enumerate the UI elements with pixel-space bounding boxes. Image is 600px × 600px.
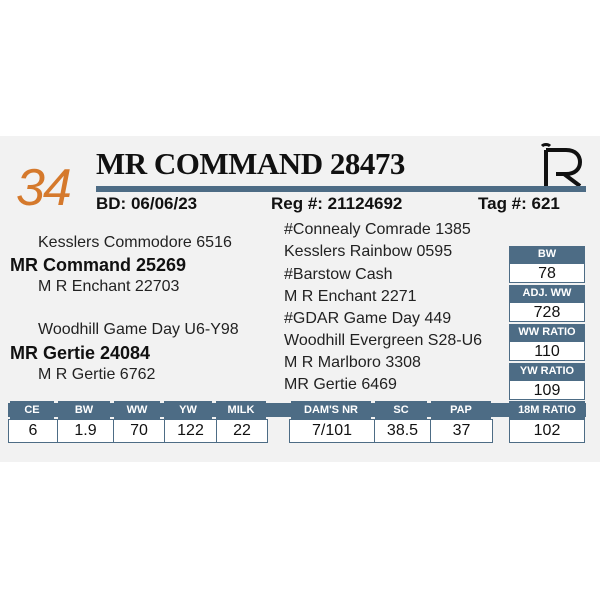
- dam-value-pap: 37: [452, 422, 471, 439]
- pedigree-outer-item: Kesslers Rainbow 0595: [284, 243, 453, 260]
- dam: MR Gertie 24084: [10, 343, 151, 363]
- sire: MR Command 25269: [10, 255, 187, 275]
- title-rule: [96, 186, 586, 192]
- sire-sire: Kesslers Commodore 6516: [38, 234, 232, 251]
- dam-dam: M R Gertie 6762: [38, 366, 156, 383]
- epd-value-yw: 122: [177, 422, 204, 439]
- stat-value: 110: [509, 341, 585, 361]
- stat-18m-value-box: [509, 419, 585, 443]
- stat-label: WW RATIO: [509, 324, 585, 341]
- stat-label-18m: 18M RATIO: [509, 401, 585, 419]
- pedigree-outer-item: #Barstow Cash: [284, 266, 393, 283]
- stat-value: 109: [509, 380, 585, 400]
- pedigree-outer-item: M R Enchant 2271: [284, 288, 417, 305]
- dam-value-nr: 7/101: [311, 422, 353, 439]
- stat-ww-ratio: [509, 324, 585, 361]
- stat-bw: [509, 246, 585, 283]
- sire-dam: M R Enchant 22703: [38, 278, 180, 295]
- pedigree-outer-item: #Connealy Comrade 1385: [284, 221, 471, 238]
- dam-label-sc: SC: [375, 401, 427, 419]
- pedigree-outer-item: MR Gertie 6469: [284, 376, 397, 393]
- stat-value-18m: 102: [533, 422, 561, 439]
- epd-label-bw: BW: [58, 401, 110, 419]
- lot-number: 34: [16, 159, 70, 217]
- epd-label-ce: CE: [10, 401, 54, 419]
- tag-number: Tag #: 621: [478, 194, 560, 213]
- stat-value: 728: [509, 302, 585, 322]
- epd-value-ce: 6: [28, 422, 38, 439]
- stat-value: 78: [509, 263, 585, 283]
- stat-label: YW RATIO: [509, 363, 585, 380]
- stat-label: BW: [509, 246, 585, 263]
- epd-value-bw: 1.9: [74, 422, 97, 439]
- pedigree-outer-item: M R Marlboro 3308: [284, 354, 421, 371]
- R-brand-icon: [540, 142, 586, 188]
- dam-label-pap: PAP: [431, 401, 491, 419]
- stat-label: ADJ. WW: [509, 285, 585, 302]
- epd-label-milk: MILK: [216, 401, 266, 419]
- registration-number: Reg #: 21124692: [271, 194, 403, 213]
- dam-values-row: [289, 419, 493, 443]
- dam-label-nr: DAM'S NR: [291, 401, 371, 419]
- epd-value-ww: 70: [130, 422, 148, 439]
- animal-name: MR COMMAND 28473: [96, 146, 405, 181]
- stat-adj-ww: [509, 285, 585, 322]
- birth-date: BD: 06/06/23: [96, 194, 198, 213]
- epd-label-yw: YW: [164, 401, 212, 419]
- pedigree-outer-item: #GDAR Game Day 449: [284, 310, 452, 327]
- dam-value-sc: 38.5: [386, 422, 419, 439]
- epd-values-row: [8, 419, 268, 443]
- stat-yw-ratio: [509, 363, 585, 400]
- dam-sire: Woodhill Game Day U6-Y98: [38, 321, 239, 338]
- pedigree-outer-item: Woodhill Evergreen S28-U6: [284, 332, 483, 349]
- epd-label-ww: WW: [114, 401, 160, 419]
- epd-value-milk: 22: [233, 422, 251, 439]
